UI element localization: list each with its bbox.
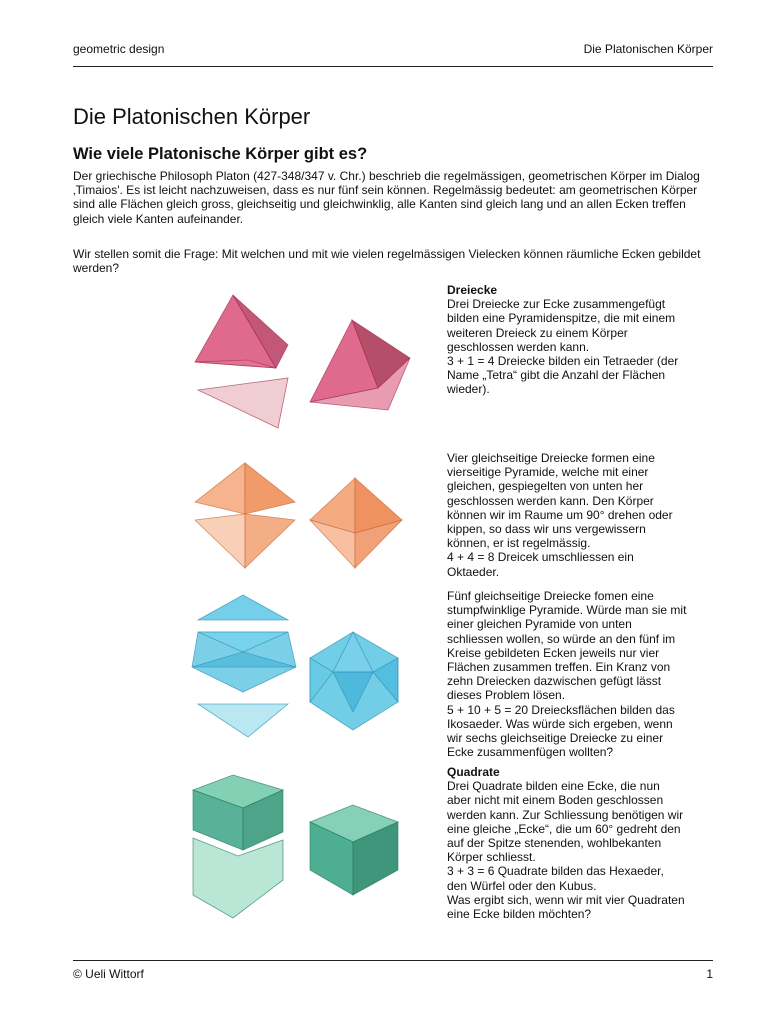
header-right: Die Platonischen Körper: [583, 42, 713, 56]
text-line: wir sechs gleichseitige Dreiecke zu einer: [447, 731, 664, 746]
hexahedron-text: [447, 765, 715, 921]
hexahedron-heading: Quadrate: [447, 765, 500, 779]
octahedron-illustration: [190, 458, 420, 573]
tetrahedron-text: [447, 283, 715, 397]
text-line: Oktaeder.: [447, 564, 500, 579]
text-line: werden kann. Zur Schliessung benötigen wir: [447, 807, 684, 822]
text-line: weiteren Dreieck zu einem Körper: [447, 325, 628, 340]
text-line: Ecke zusammenfügen wollten?: [447, 745, 614, 760]
text-line: stumpfwinklige Pyramide. Würde man sie mit: [447, 603, 687, 618]
text-line: 4 + 4 = 8 Dreicek umschliessen ein: [447, 550, 634, 565]
text-line: eine gleiche „Ecke“, die um 60° gedreht den: [447, 821, 681, 836]
text-line: Flächen zusammen treffen. Ein Kranz von: [447, 660, 671, 675]
text-line: Körper schliesst.: [447, 850, 536, 865]
text-line: gleichen, gespiegelten von unten her: [447, 479, 644, 494]
text-line: den Würfel oder den Kubus.: [447, 878, 597, 893]
text-line: können wir im Raume um 90° drehen oder: [447, 507, 673, 522]
text-line: Kreise gebildeten Ecken jeweils nur vier: [447, 645, 660, 660]
tetrahedron-illustration: [188, 290, 418, 430]
text-line: vierseitige Pyramide, welche mit einer: [447, 465, 649, 480]
text-line: 3 + 1 = 4 Dreiecke bilden ein Tetraeder (der: [447, 354, 679, 369]
octahedron-text: [447, 451, 715, 579]
text-line: Was ergibt sich, wenn wir mit vier Quadraten: [447, 892, 685, 907]
section-subtitle: Wie viele Platonische Körper gibt es?: [73, 145, 368, 163]
footer-copyright: © Ueli Wittorf: [73, 967, 144, 981]
text-line: schliessen wollen, so würde an den fünf im: [447, 631, 676, 646]
intro-paragraph: Der griechische Philosoph Platon (427-348/347 v. Chr.) beschrieb die regelmässigen, geometrischen Körper im Dialog ‚Timaios'. Es ist leicht nachzuweisen, dass es nur fünf sein können. Regelmässig bedeutet: am geometrischen Körper sind alle Flächen gleich gross, gleichseitig und gleichwinklig, alle Kanten sind gleich lang und an allen Ecken treffen gleich viele Kanten aufeinander.: [73, 169, 700, 226]
text-line: eine Ecke bilden möchten?: [447, 907, 592, 922]
icosahedron-text: [447, 589, 715, 759]
question-paragraph: Wir stellen somit die Frage: Mit welchen und mit wie vielen regelmässigen Vielecken können räumliche Ecken gebildet werden?: [73, 247, 701, 276]
text-line: Drei Dreiecke zur Ecke zusammengefügt: [447, 297, 666, 312]
text-line: können, er ist regelmässig.: [447, 536, 591, 551]
hexahedron-illustration: [188, 770, 418, 920]
text-line: Vier gleichseitige Dreiecke formen eine: [447, 451, 655, 465]
text-line: kippen, so dass wir uns vergewissern: [447, 522, 646, 537]
text-line: wieder).: [447, 382, 490, 397]
text-line: Fünf gleichseitige Dreiecke fomen eine: [447, 589, 654, 603]
text-line: 3 + 3 = 6 Quadrate bilden das Hexaeder,: [447, 864, 664, 879]
icosahedron-illustration: [188, 592, 418, 742]
text-line: geschlossen werden kann.: [447, 339, 590, 354]
page-header: [73, 42, 713, 67]
text-line: zehn Dreiecken dazwischen gefügt lässt: [447, 674, 662, 689]
page-footer: [73, 960, 713, 991]
text-line: geschlossen werden kann. Den Körper: [447, 493, 654, 508]
text-line: Name „Tetra“ gibt die Anzahl der Flächen: [447, 368, 666, 383]
header-left: geometric design: [73, 42, 165, 56]
text-line: aber nicht mit einem Boden geschlossen: [447, 793, 664, 808]
page-number: 1: [706, 967, 713, 981]
text-line: 5 + 10 + 5 = 20 Dreiecksflächen bilden das: [447, 702, 675, 717]
text-line: auf der Spitze stenenden, wohlbekanten: [447, 836, 662, 851]
text-line: dieses Problem lösen.: [447, 688, 566, 703]
text-line: bilden eine Pyramidenspitze, die mit einem: [447, 311, 676, 326]
page-title: Die Platonischen Körper: [73, 104, 311, 129]
tetrahedron-heading: Dreiecke: [447, 283, 498, 297]
text-line: Drei Quadrate bilden eine Ecke, die nun: [447, 779, 660, 794]
text-line: einer gleichen Pyramide von unten: [447, 617, 632, 632]
text-line: Ikosaeder. Was würde sich ergeben, wenn: [447, 716, 673, 731]
